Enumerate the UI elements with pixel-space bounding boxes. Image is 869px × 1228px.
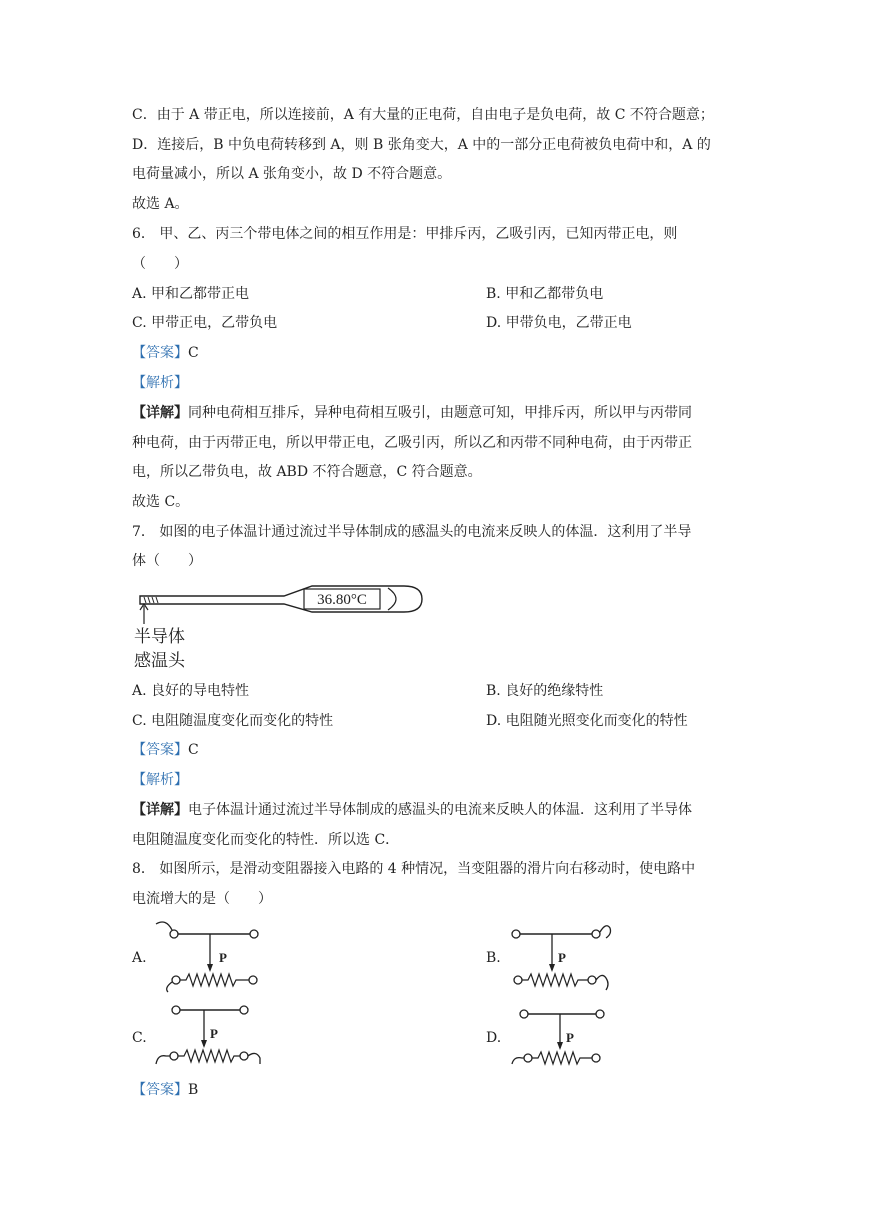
text-line: 种电荷，由于丙带正电，所以甲带正电，乙吸引丙，所以乙和丙带不同种电荷，由于丙带正 [132, 435, 692, 451]
text-line: D．连接后，B 中负电荷转移到 A，则 B 张角变大，A 中的一部分正电荷被负电荷中和，A 的 [132, 137, 711, 153]
q6-option-a: A. 甲和乙都带正电 [132, 286, 250, 302]
rheostat-diagram-a [152, 918, 264, 994]
slider-label: P [219, 950, 227, 965]
detail-text: 同种电荷相互排斥，异种电荷相互吸引，由题意可知，甲排斥丙，所以甲与丙带同 [188, 405, 692, 421]
q6-answer [132, 344, 199, 362]
q8-option-b-label: B. [486, 950, 501, 966]
q6-option-b: B. 甲和乙都带负电 [486, 286, 604, 302]
text-line: 电荷量减小，所以 A 张角变小，故 D 不符合题意。 [132, 166, 452, 182]
q6-option-d: D. 甲带负电，乙带正电 [486, 315, 632, 331]
answer-tag: 【答案】 [132, 742, 188, 758]
q6-detail [132, 404, 692, 422]
q7-option-b: B. 良好的绝缘特性 [486, 683, 604, 699]
q7-detail [132, 801, 692, 819]
answer-tag: 【答案】 [132, 1082, 188, 1098]
text-line: 电，所以乙带负电，故 ABD 不符合题意，C 符合题意。 [132, 464, 482, 480]
q8-option-c-label: C. [132, 1030, 147, 1046]
probe-label-line2: 感温头 [134, 651, 185, 670]
q6-option-c: C. 甲带正电，乙带负电 [132, 315, 278, 331]
text-line: 故选 A。 [132, 196, 189, 212]
q7-option-a: A. 良好的导电特性 [132, 683, 250, 699]
thermometer-figure [134, 580, 434, 672]
probe-label-line1: 半导体 [134, 627, 185, 646]
q7-answer [132, 741, 199, 759]
detail-tag: 【详解】 [132, 405, 188, 421]
text-line: 故选 C。 [132, 494, 190, 510]
q7-option-d: D. 电阻随光照变化而变化的特性 [486, 713, 688, 729]
answer-value: C [188, 742, 199, 758]
q6-stem: 6． 甲、乙、丙三个带电体之间的相互作用是：甲排斥丙，乙吸引丙，已知丙带正电，则 [132, 226, 678, 242]
slider-label: P [558, 950, 566, 965]
slider-label: P [566, 1030, 574, 1045]
slider-label: P [210, 1026, 218, 1041]
detail-text: 电子体温计通过流过半导体制成的感温头的电流来反映人的体温．这利用了半导体 [188, 802, 692, 818]
text-line: C．由于 A 带正电，所以连接前，A 有大量的正电荷，自由电子是负电荷，故 C 不符合题意； [132, 107, 714, 123]
text-line: 电阻随温度变化而变化的特性．所以选 C． [132, 832, 400, 848]
rheostat-diagram-b [506, 918, 618, 994]
q8-stem-blank: 电流增大的是（ ） [132, 891, 272, 907]
q8-answer [132, 1081, 198, 1099]
rheostat-diagram-d [510, 1000, 622, 1076]
answer-value: C [188, 345, 199, 361]
q7-stem: 7． 如图的电子体温计通过流过半导体制成的感温头的电流来反映人的体温．这利用了半导 [132, 524, 692, 540]
answer-value: B [188, 1082, 199, 1098]
rheostat-diagram-c [152, 1002, 264, 1078]
q8-option-a-label: A. [132, 950, 147, 966]
q8-stem: 8． 如图所示，是滑动变阻器接入电路的 4 种情况，当变阻器的滑片向右移动时，使电路中 [132, 861, 696, 877]
q7-stem-blank: 体（ ） [132, 553, 202, 569]
q6-stem-blank: （ ） [132, 256, 188, 272]
q6-analysis-tag: 【解析】 [132, 375, 188, 391]
q7-analysis-tag: 【解析】 [132, 772, 188, 788]
thermometer-reading: 36.80°C [317, 592, 367, 608]
q8-option-d-label: D. [486, 1030, 502, 1046]
q7-option-c: C. 电阻随温度变化而变化的特性 [132, 713, 334, 729]
detail-tag: 【详解】 [132, 802, 188, 818]
answer-tag: 【答案】 [132, 345, 188, 361]
